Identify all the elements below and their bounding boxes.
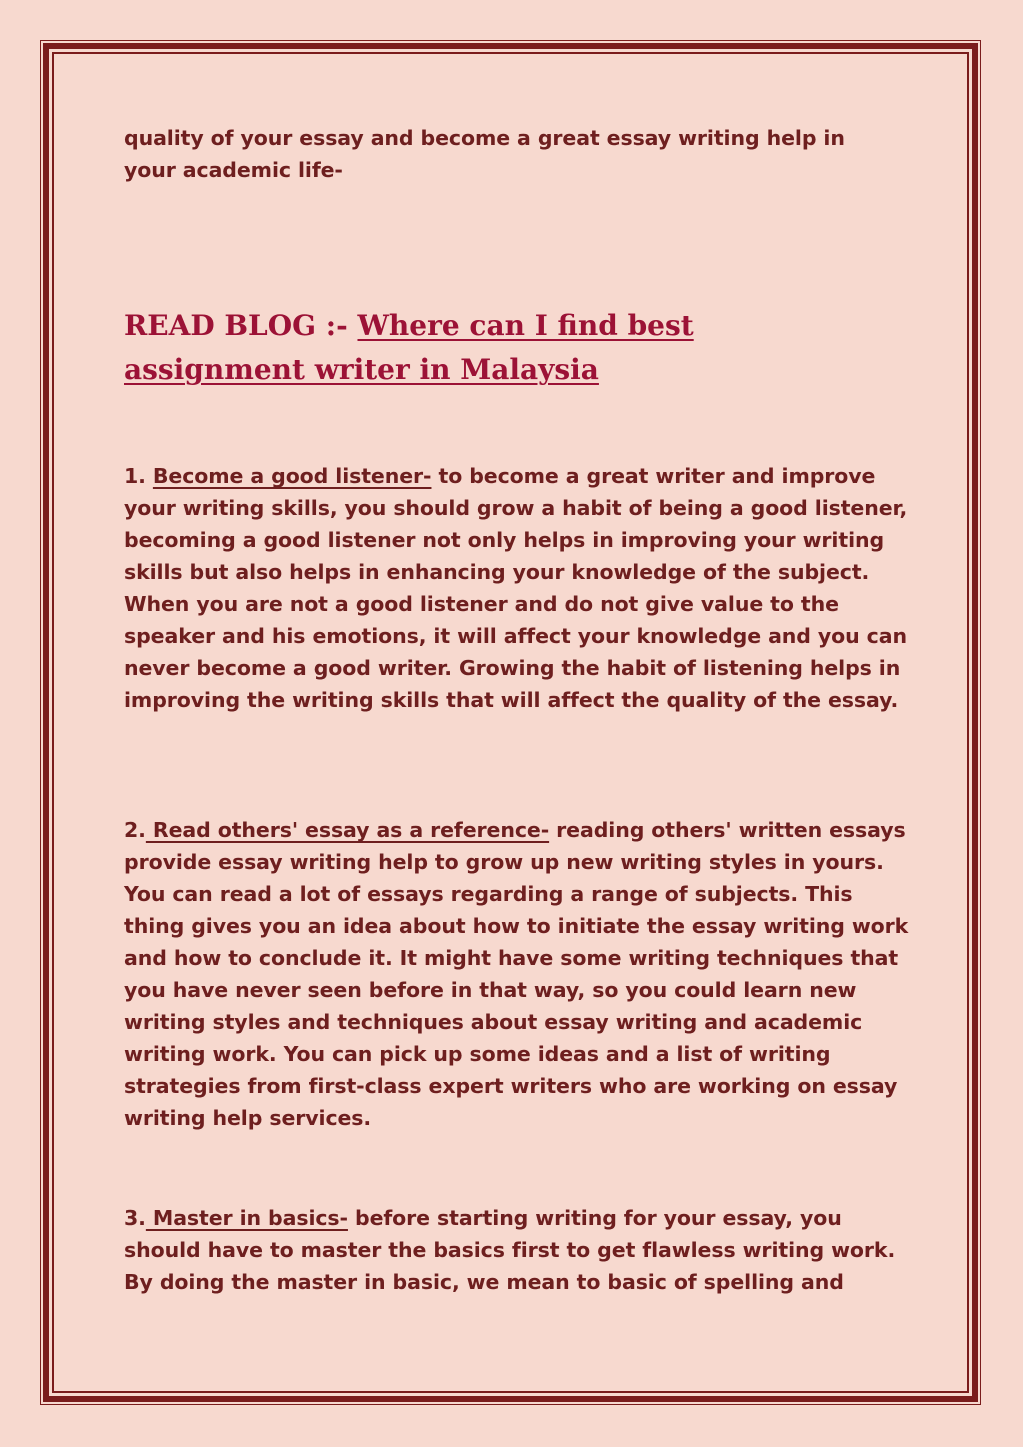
point-2-body: reading others' written essays provide essay writing help to grow up new writing styles in yours. You can read a lot of essays regarding a range of subjects. This thing gives you an idea about how to initiate the essay writing work and how to conclude it. It might have some writing techniques that you have never seen before in that way, so you could learn new writing styles and techniques about essay writing and academic writing work. You can pick up some ideas and a list of writing strategies from first-class expert writers who are working on essay writing help services. — [124, 818, 909, 1130]
point-1-number: 1. — [124, 464, 153, 488]
point-2-title: Read others' essay as a reference- — [145, 818, 550, 842]
intro-paragraph: quality of your essay and become a great essay writing help in your academic life- — [124, 126, 845, 182]
read-blog-link[interactable]: Where can I find best assignment writer in Malaysia — [124, 309, 694, 386]
point-1 — [124, 460, 914, 716]
point-3-title: Master in basics- — [145, 1206, 348, 1230]
read-blog-heading — [124, 304, 884, 392]
point-3-body: before starting writing for your essay, you should have to master the basics first to get flawless writing work. By doing the master in basic, we mean to basic of spelling and — [124, 1206, 896, 1294]
point-3 — [124, 1202, 914, 1298]
point-1-body: to become a great writer and improve your writing skills, you should grow a habit of being a good listener, becoming a good listener not only helps in improving your writing skills but also helps in enhancing your knowledge of the subject. When you are not a good listener and do not give value to the speaker and his emotions, it will affect your knowledge and you can never become a good writer. Growing the habit of listening helps in improving the writing skills that will affect the quality of the essay. — [124, 464, 908, 712]
point-2 — [124, 814, 914, 1134]
point-3-number: 3. — [124, 1206, 146, 1230]
read-blog-prefix: READ BLOG :- — [124, 309, 358, 342]
page-border-inner — [52, 52, 969, 1393]
point-2-number: 2. — [124, 818, 146, 842]
point-1-title: Become a good listener- — [152, 464, 432, 488]
